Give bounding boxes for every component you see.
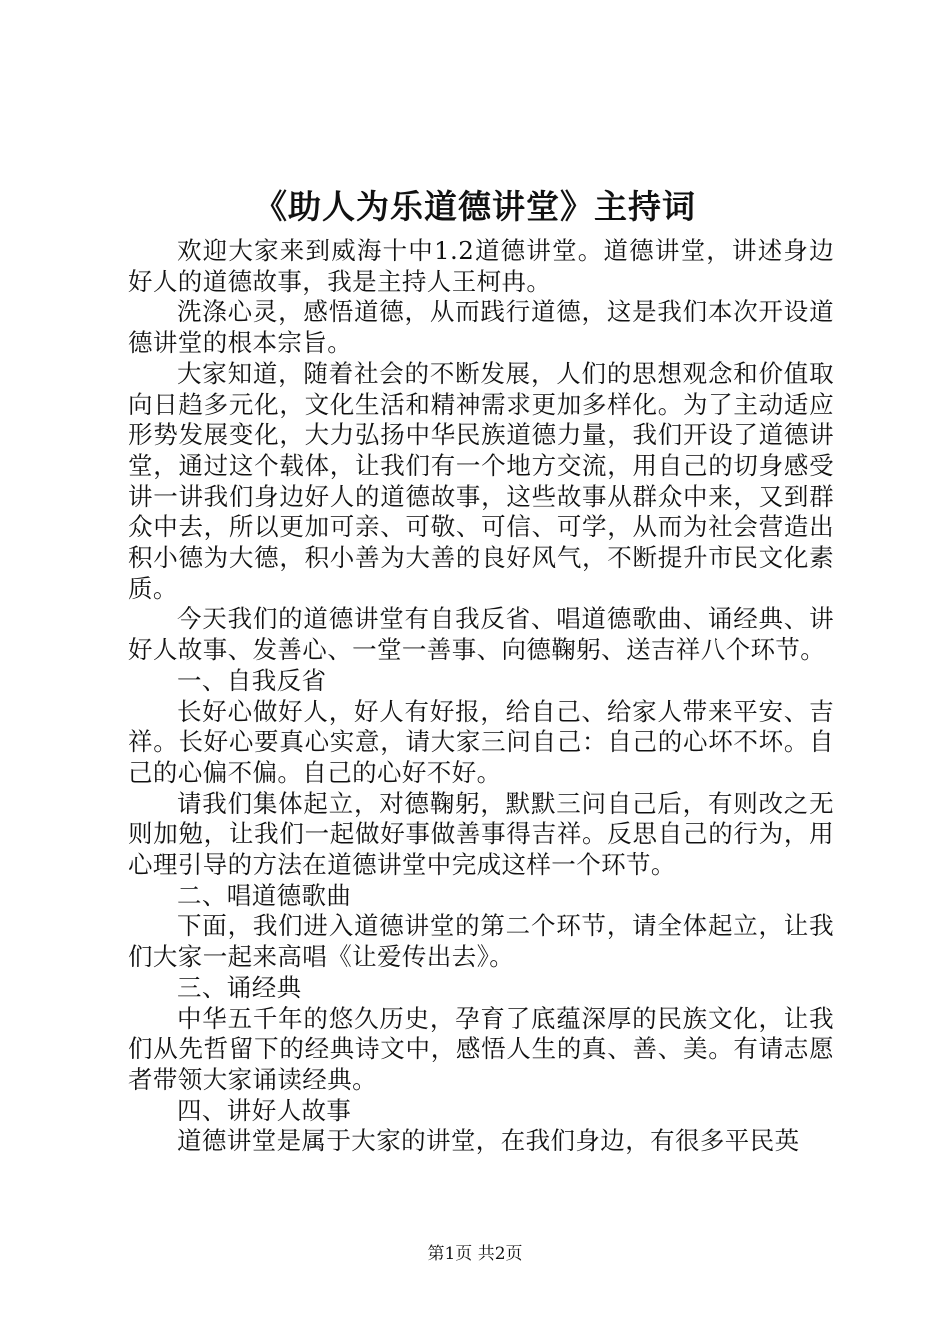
document-title: 《助人为乐道德讲堂》主持词 (254, 187, 696, 226)
paragraph-classics: 中华五千年的悠久历史，孕育了底蕴深厚的民族文化，让我们从先哲留下的经典诗文中，感悟人生的真、善、美。有请志愿者带领大家诵读经典。 (128, 1003, 834, 1094)
page-number-footer: 第1页 共2页 (427, 1244, 523, 1264)
paragraph-song: 下面，我们进入道德讲堂的第二个环节，请全体起立，让我们大家一起来高唱《让爱传出去》。 (128, 911, 834, 972)
paragraph-self-reflection: 长好心做好人，好人有好报，给自己、给家人带来平安、吉祥。长好心要真心实意，请大家三问自己：自己的心坏不坏。自己的心偏不偏。自己的心好不好。 (128, 696, 834, 787)
section-heading-1: 一、自我反省 (177, 665, 327, 695)
paragraph-background: 大家知道，随着社会的不断发展，人们的思想观念和价值取向日趋多元化，文化生活和精神需求更加多样化。为了主动适应形势发展变化，大力弘扬中华民族道德力量，我们开设了道德讲堂，通过这个载体，让我们有一个地方交流，用自己的切身感受讲一讲我们身边好人的道德故事，这些故事从群众中来，又到群众中去，所以更加可亲、可敬、可信、可学，从而为社会营造出积小德为大德，积小善为大善的良好风气，不断提升市民文化素质。 (128, 358, 834, 603)
document-body (128, 236, 834, 1157)
paragraph-agenda: 今天我们的道德讲堂有自我反省、唱道德歌曲、诵经典、讲好人故事、发善心、一堂一善事、向德鞠躬、送吉祥八个环节。 (128, 604, 834, 665)
paragraph-purpose: 洗涤心灵，感悟道德，从而践行道德，这是我们本次开设道德讲堂的根本宗旨。 (128, 297, 834, 358)
section-heading-3: 三、诵经典 (177, 972, 302, 1002)
section-heading-2: 二、唱道德歌曲 (177, 880, 352, 910)
paragraph-stories: 道德讲堂是属于大家的讲堂，在我们身边，有很多平民英 (177, 1126, 800, 1156)
paragraph-bow: 请我们集体起立，对德鞠躬，默默三问自己后，有则改之无则加勉，让我们一起做好事做善事得吉祥。反思自己的行为，用心理引导的方法在道德讲堂中完成这样一个环节。 (128, 788, 834, 880)
section-heading-4: 四、讲好人故事 (177, 1095, 352, 1125)
paragraph-welcome: 欢迎大家来到威海十中1.2道德讲堂。道德讲堂，讲述身边好人的道德故事，我是主持人王柯冉。 (128, 236, 834, 296)
